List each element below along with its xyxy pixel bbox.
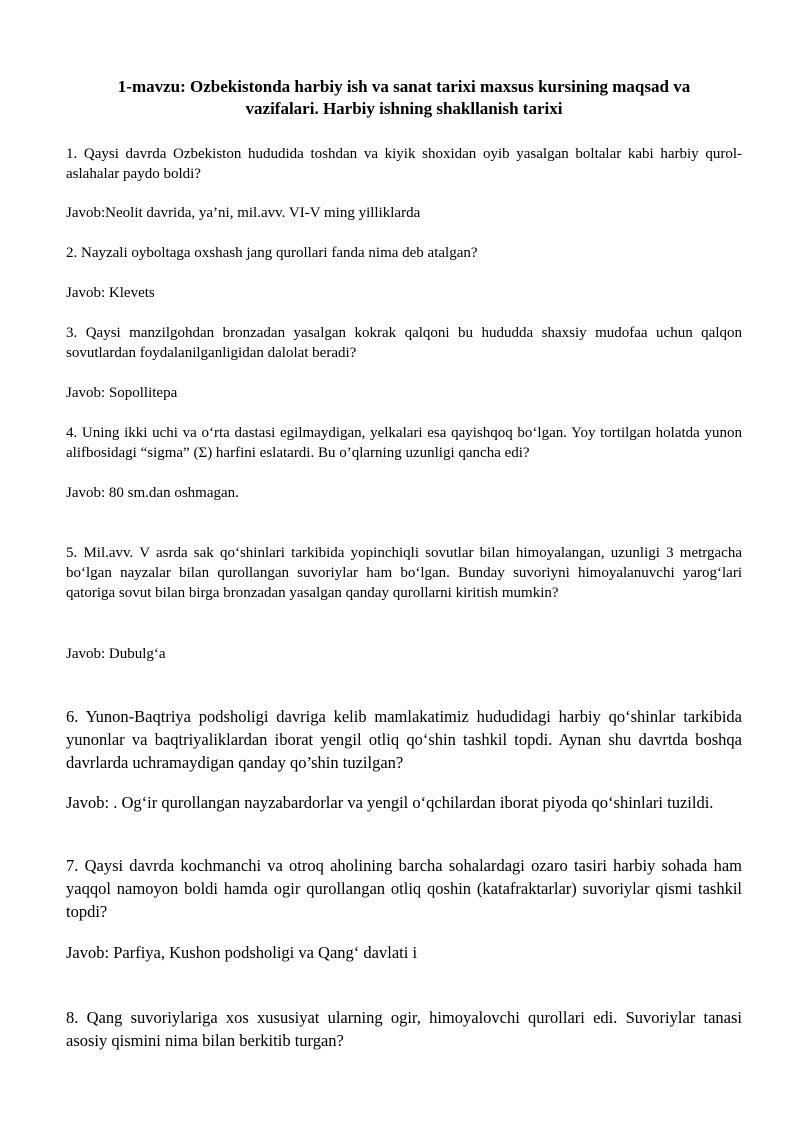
question-4: 4. Uning ikki uchi va oʻrta dastasi egilmaydigan, yelkalari esa qayishqoq boʻlgan. Yoy tortilgan holatda yunon alifbosidagi “sigma” (Σ) harfini eslatardi. Bu o’qlarning uzunligi qancha edi?: [66, 425, 742, 461]
answer-2: Javob: Klevets: [66, 285, 155, 301]
question-7: 7. Qaysi davrda kochmanchi va otroq aholining barcha sohalardagi ozaro tasiri harbiy sohada ham yaqqol namoyon boldi hamda ogir qurollangan otliq qoshin (katafraktarlar) suvoriylar qismi tashkil topdi?: [66, 856, 742, 921]
page-title: [66, 76, 742, 120]
question-5: 5. Mil.avv. V asrda sak qoʻshinlari tarkibida yopinchiqli sovutlar bilan himoyalangan, uzunligi 3 metrgacha boʻlgan nayzalar bilan qurollangan suvoriylar ham boʻlgan. Bunday suvoriyni himoyalanuvchi yarogʻlari qatoriga sovut bilan birga bronzadan yasalgan qanday qurollarni kiritish mumkin?: [66, 545, 742, 601]
question-8: 8. Qang suvoriylariga xos xususiyat ularning ogir, himoyalovchi qurollari edi. Suvoriylar tanasi asosiy qismini nima bilan berkitib turgan?: [66, 1008, 742, 1050]
question-1: 1. Qaysi davrda Ozbekiston hududida toshdan va kiyik shoxidan oyib yasalgan boltalar kabi harbiy qurol-aslahalar paydo boldi?: [66, 146, 742, 182]
answer-6: Javob: . Ogʻir qurollangan nayzabardorlar va yengil oʻqchilardan iborat piyoda qoʻshinlari tuzildi.: [66, 793, 714, 812]
answer-3: Javob: Sopollitepa: [66, 385, 178, 401]
title-line-1: 1-mavzu: Ozbekistonda harbiy ish va sanat tarixi maxsus kursining maqsad va: [117, 77, 691, 96]
answer-5: Javob: Dubulgʻa: [66, 646, 166, 662]
question-6: 6. Yunon-Baqtriya podsholigi davriga kelib mamlakatimiz hududidagi harbiy qoʻshinlar tarkibida yunonlar va baqtriyaliklardan iborat yengil otliq qoʻshin tashkil topdi. Aynan shu davrtda boshqa davrlarda uchramaydigan qanday qo’shin tuzilgan?: [66, 707, 742, 772]
answer-1: Javob:Neolit davrida, ya’ni, mil.avv. VI-V ming yilliklarda: [66, 205, 421, 221]
title-line-2: vazifalari. Harbiy ishning shakllanish tarixi: [245, 99, 563, 118]
answer-7: Javob: Parfiya, Kushon podsholigi va Qangʻ davlati i: [66, 943, 418, 962]
question-3: 3. Qaysi manzilgohdan bronzadan yasalgan kokrak qalqoni bu hududda shaxsiy mudofaa uchun qalqon sovutlardan foydalanilganligidan dalolat beradi?: [66, 325, 742, 361]
question-2: 2. Nayzali oyboltaga oxshash jang qurollari fanda nima deb atalgan?: [66, 245, 478, 261]
answer-4: Javob: 80 sm.dan oshmagan.: [66, 485, 239, 501]
